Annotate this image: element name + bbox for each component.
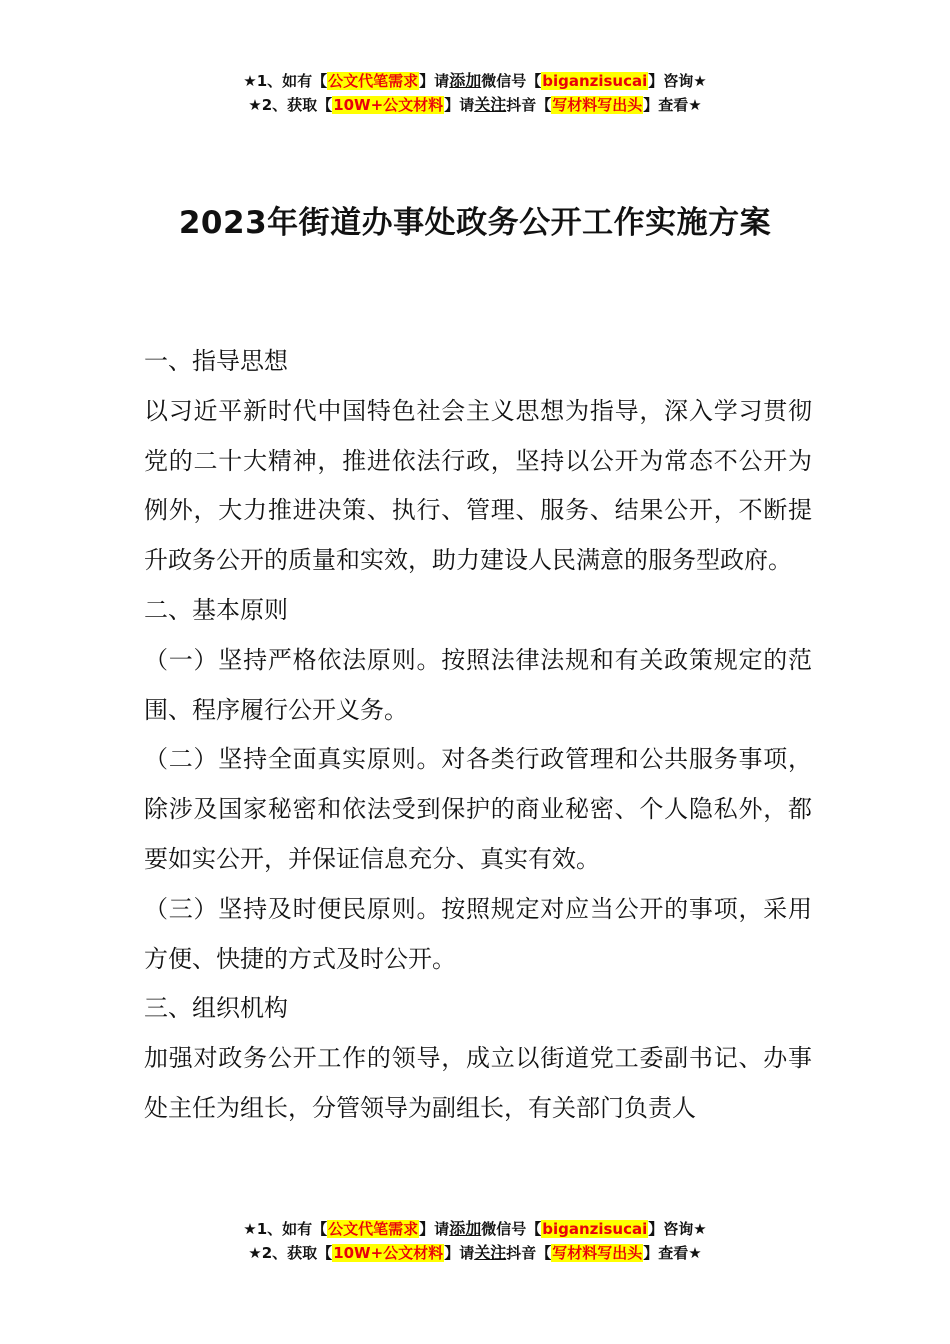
banner-emphasis: 添加 (449, 1219, 482, 1238)
banner-text: 抖音【 (506, 1244, 552, 1262)
banner-emphasis: 添加 (449, 71, 482, 90)
banner-text: 微信号【 (481, 72, 542, 90)
banner-emphasis: 关注 (474, 1243, 507, 1262)
document-body (144, 337, 812, 1134)
banner-text: ★1、如有【 (243, 72, 328, 90)
section-heading: 二、基本原则 (144, 595, 288, 624)
banner-line-1 (0, 1217, 950, 1241)
paragraph: （三）坚持及时便民原则。按照规定对应当公开的事项，采用方便、快捷的方式及时公开。 (144, 894, 812, 973)
banner-text: 抖音【 (506, 96, 552, 114)
banner-text: 】请 (444, 96, 475, 114)
banner-line-2 (0, 93, 950, 117)
banner-text: 】请 (419, 72, 450, 90)
paragraph: 以习近平新时代中国特色社会主义思想为指导，深入学习贯彻党的二十大精神，推进依法行政，坚持以公开为常态不公开为例外，大力推进决策、执行、管理、服务、结果公开，不断提升政务公开的质量和实效，助力建设人民满意的服务型政府。 (144, 396, 812, 575)
banner-emphasis: 关注 (474, 95, 507, 114)
banner-text: 】查看★ (643, 1244, 702, 1262)
banner-text: ★2、获取【 (248, 1244, 333, 1262)
banner-highlight: 公文代笔需求 (328, 72, 419, 90)
header-banner (0, 69, 950, 117)
banner-highlight: biganzisucai (542, 1220, 648, 1238)
banner-line-1 (0, 69, 950, 93)
banner-highlight: biganzisucai (542, 72, 648, 90)
banner-highlight: 10W+公文材料 (333, 96, 444, 114)
paragraph: （二）坚持全面真实原则。对各类行政管理和公共服务事项，除涉及国家秘密和依法受到保护的商业秘密、个人隐私外，都要如实公开，并保证信息充分、真实有效。 (144, 745, 812, 873)
section-heading: 一、指导思想 (144, 347, 288, 375)
paragraph: 加强对政务公开工作的领导，成立以街道党工委副书记、办事处主任为组长，分管领导为副组长，有关部门负责人 (144, 1044, 812, 1122)
banner-text: 】请 (444, 1244, 475, 1262)
banner-highlight: 写材料写出头 (552, 1244, 643, 1262)
banner-text: ★2、获取【 (248, 96, 333, 114)
banner-text: 】请 (419, 1220, 450, 1238)
banner-text: 】咨询★ (648, 72, 707, 90)
banner-text: ★1、如有【 (243, 1220, 328, 1238)
banner-line-2 (0, 1241, 950, 1265)
paragraph: （一）坚持严格依法原则。按照法律法规和有关政策规定的范围、程序履行公开义务。 (144, 645, 812, 724)
banner-text: 】咨询★ (648, 1220, 707, 1238)
footer-banner (0, 1217, 950, 1265)
banner-highlight: 10W+公文材料 (333, 1244, 444, 1262)
section-heading: 三、组织机构 (144, 994, 288, 1023)
banner-text: 】查看★ (643, 96, 702, 114)
banner-highlight: 公文代笔需求 (328, 1220, 419, 1238)
banner-text: 微信号【 (481, 1220, 542, 1238)
document-title: 2023年街道办事处政务公开工作实施方案 (178, 205, 772, 241)
banner-highlight: 写材料写出头 (552, 96, 643, 114)
